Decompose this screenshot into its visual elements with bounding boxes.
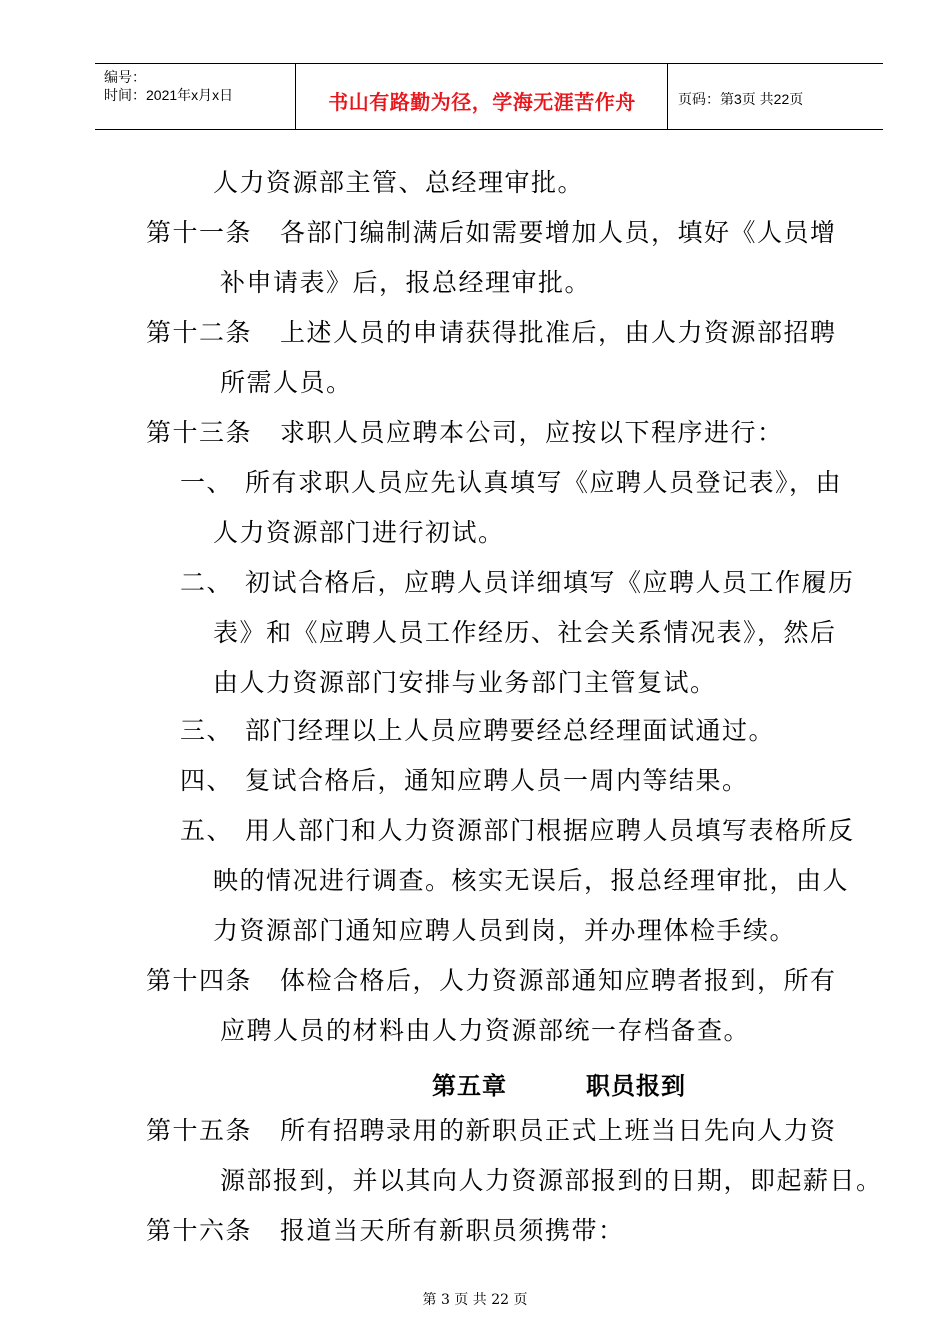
article-12-continuation: 所需人员。 (220, 368, 353, 397)
item-1-text: 所有求职人员应先认真填写《应聘人员登记表》，由 (245, 468, 843, 497)
article-12-text: 上述人员的申请获得批准后，由人力资源部招聘 (280, 318, 837, 347)
article-14-text: 体检合格后，人力资源部通知应聘者报到，所有 (280, 966, 837, 995)
document-number-label: 编号： (104, 69, 146, 85)
item-3-text: 部门经理以上人员应聘要经总经理面试通过。 (245, 716, 776, 745)
item-5-text: 用人部门和人力资源部门根据应聘人员填写表格所反 (245, 816, 855, 845)
chapter-title: 职员报到 (586, 1072, 686, 1100)
article-14-continuation: 应聘人员的材料由人力资源部统一存档备查。 (220, 1016, 751, 1045)
header-divider-left (295, 63, 296, 130)
article-11-heading: 第十一条 (146, 218, 253, 247)
footer-page-number: 第 3 页 共 22 页 (422, 1292, 528, 1308)
item-3-number: 三、 (180, 716, 234, 745)
article-15-heading: 第十五条 (146, 1116, 253, 1145)
item-5-continuation-2: 力资源部门通知应聘人员到岗，并办理体检手续。 (213, 916, 797, 945)
item-4-number: 四、 (180, 766, 234, 795)
article-13-text: 求职人员应聘本公司，应按以下程序进行： (280, 418, 784, 447)
header-bottom-rule (95, 129, 883, 130)
article-16-text: 报道当天所有新职员须携带： (280, 1216, 625, 1245)
page-indicator: 页码：第3页 共22页 (678, 91, 804, 107)
header-top-rule (95, 63, 883, 64)
article-15-text: 所有招聘录用的新职员正式上班当日先向人力资 (280, 1116, 837, 1145)
article-16-heading: 第十六条 (146, 1216, 253, 1245)
article-14-heading: 第十四条 (146, 966, 253, 995)
document-time-label: 时间：2021年x月x日 (104, 87, 234, 103)
chapter-number: 第五章 (432, 1072, 507, 1100)
item-2-text: 初试合格后，应聘人员详细填写《应聘人员工作履历 (245, 568, 855, 597)
header-divider-right (667, 63, 668, 130)
header-motto: 书山有路勤为径，学海无涯苦作舟 (328, 90, 636, 114)
article-15-continuation: 源部报到，并以其向人力资源部报到的日期，即起薪日。 (220, 1166, 883, 1195)
item-2-continuation-1: 表》和《应聘人员工作经历、社会关系情况表》，然后 (213, 618, 837, 647)
article-11-text: 各部门编制满后如需要增加人员，填好《人员增 (280, 218, 837, 247)
item-4-text: 复试合格后，通知应聘人员一周内等结果。 (245, 766, 749, 795)
item-1-continuation: 人力资源部门进行初试。 (213, 518, 505, 547)
item-5-continuation-1: 映的情况进行调查。核实无误后，报总经理审批，由人 (213, 866, 850, 895)
item-2-continuation-2: 由人力资源部门安排与业务部门主管复试。 (213, 668, 717, 697)
item-2-number: 二、 (180, 568, 234, 597)
article-12-heading: 第十二条 (146, 318, 253, 347)
item-5-number: 五、 (180, 816, 234, 845)
article-11-continuation: 补申请表》后，报总经理审批。 (220, 268, 592, 297)
article-13-heading: 第十三条 (146, 418, 253, 447)
body-line: 人力资源部主管、总经理审批。 (213, 168, 585, 197)
item-1-number: 一、 (180, 468, 234, 497)
